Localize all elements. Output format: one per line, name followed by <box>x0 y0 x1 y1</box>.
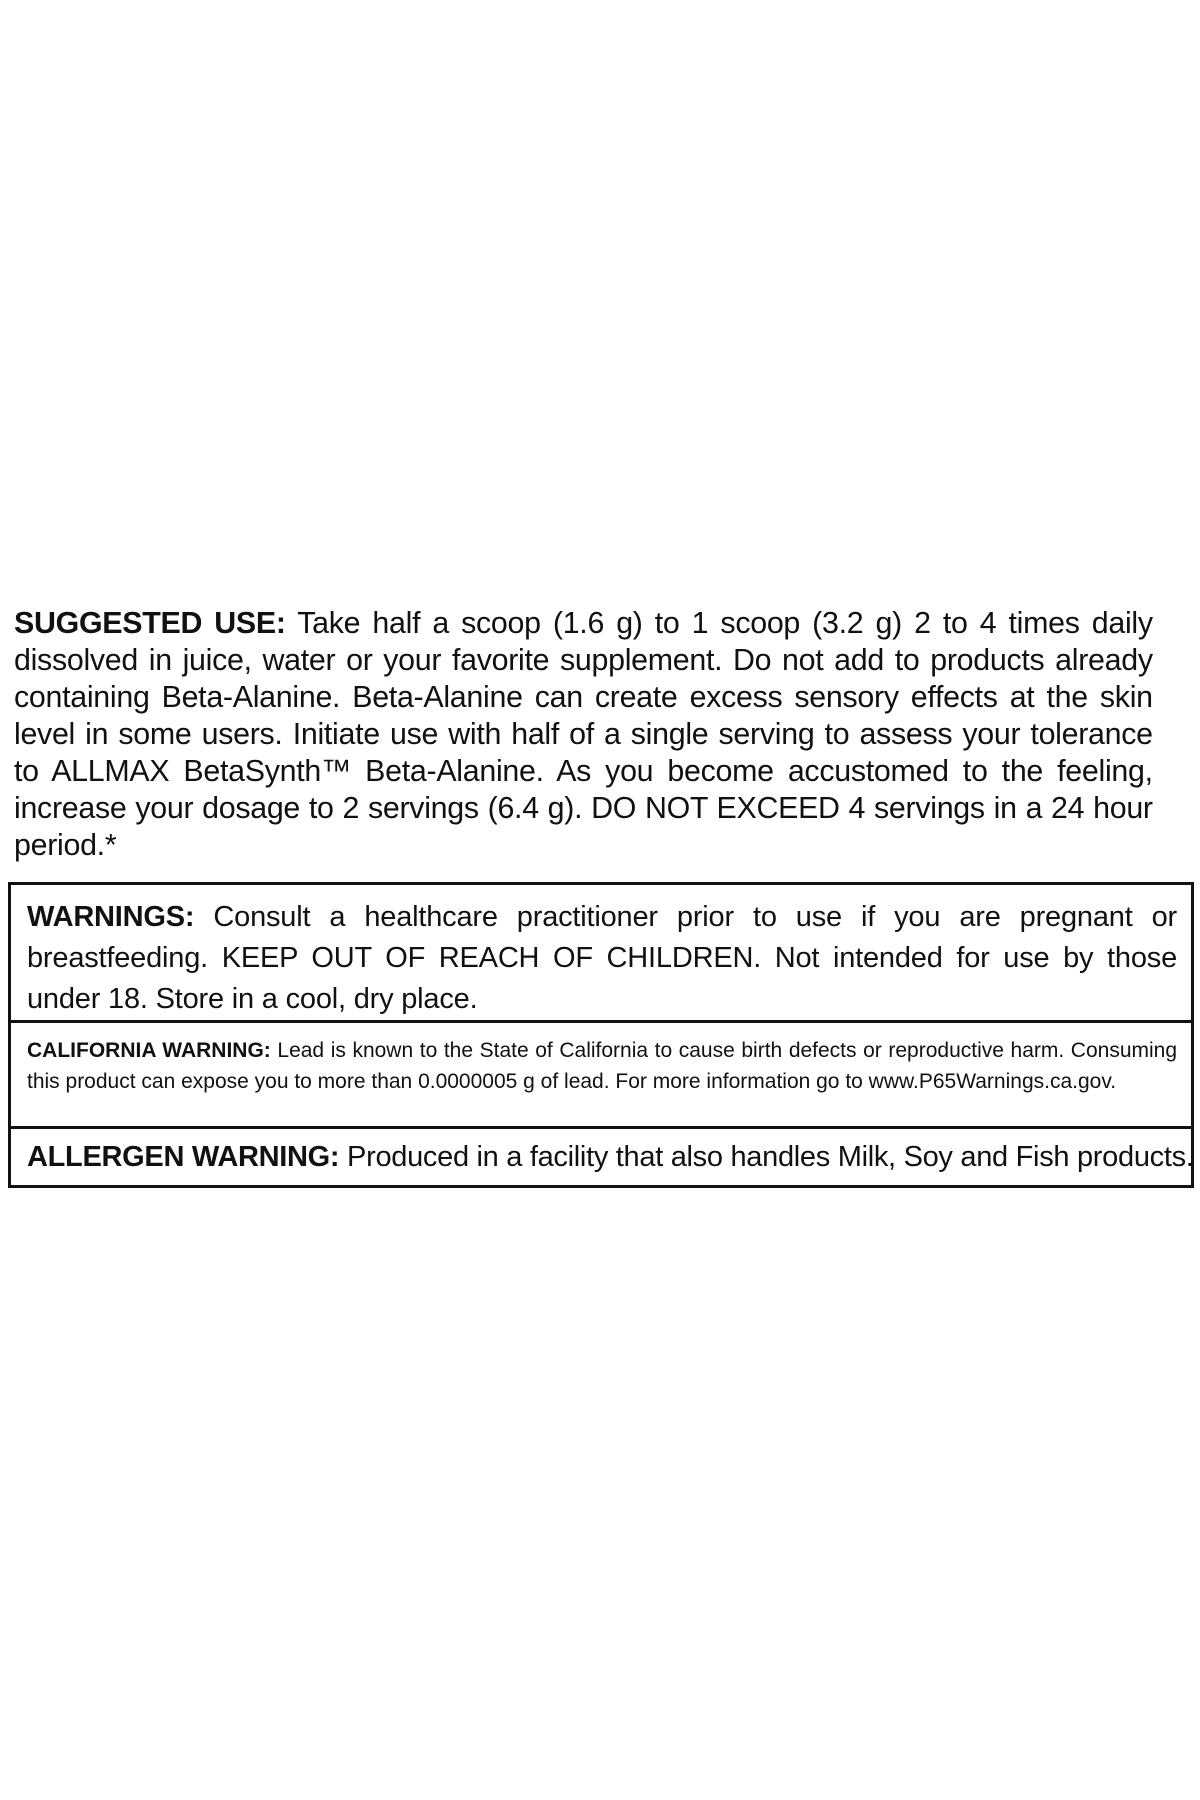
california-warning-heading: CALIFORNIA WARNING: <box>27 1039 271 1062</box>
allergen-warning-heading: ALLERGEN WARNING: <box>27 1141 340 1173</box>
suggested-use-paragraph <box>14 604 1153 863</box>
allergen-warning-section <box>11 1129 1194 1185</box>
california-warning-paragraph <box>27 1035 1177 1097</box>
suggested-use-text: Take half a scoop (1.6 g) to 1 scoop (3.2 g) 2 to 4 times daily dissolved in juice, water or your favorite supplement. Do not add to products already containing Beta-Alanine. Beta-Alanine can create excess sensory effects at the skin level in some users. Initiate use with half of a single serving to assess your tolerance to ALLMAX BetaSynth™ Beta-Alanine. As you become accustomed to the feeling, increase your dosage to 2 servings (6.4 g). DO NOT EXCEED 4 servings in a 24 hour period.* <box>14 605 1153 862</box>
allergen-warning-paragraph <box>27 1137 1194 1177</box>
warnings-section <box>11 885 1191 1023</box>
california-warning-section <box>11 1023 1191 1129</box>
allergen-warning-text: Produced in a facility that also handles Milk, Soy and Fish products. <box>339 1141 1194 1173</box>
warnings-box <box>8 882 1194 1188</box>
warnings-paragraph <box>27 897 1177 1020</box>
warnings-text: Consult a healthcare practitioner prior to use if you are pregnant or breastfeeding. KEEP OUT OF REACH OF CHILDREN. Not intended for use by those under 18. Store in a cool, dry place. <box>27 901 1177 1015</box>
warnings-heading: WARNINGS: <box>27 901 195 933</box>
california-warning-text: Lead is known to the State of California to cause birth defects or reproductive harm. Consuming this product can expose you to more than 0.0000005 g of lead. For more information go to www.P65Warnings.ca.gov. <box>27 1039 1178 1093</box>
suggested-use-heading: SUGGESTED USE: <box>14 605 286 640</box>
